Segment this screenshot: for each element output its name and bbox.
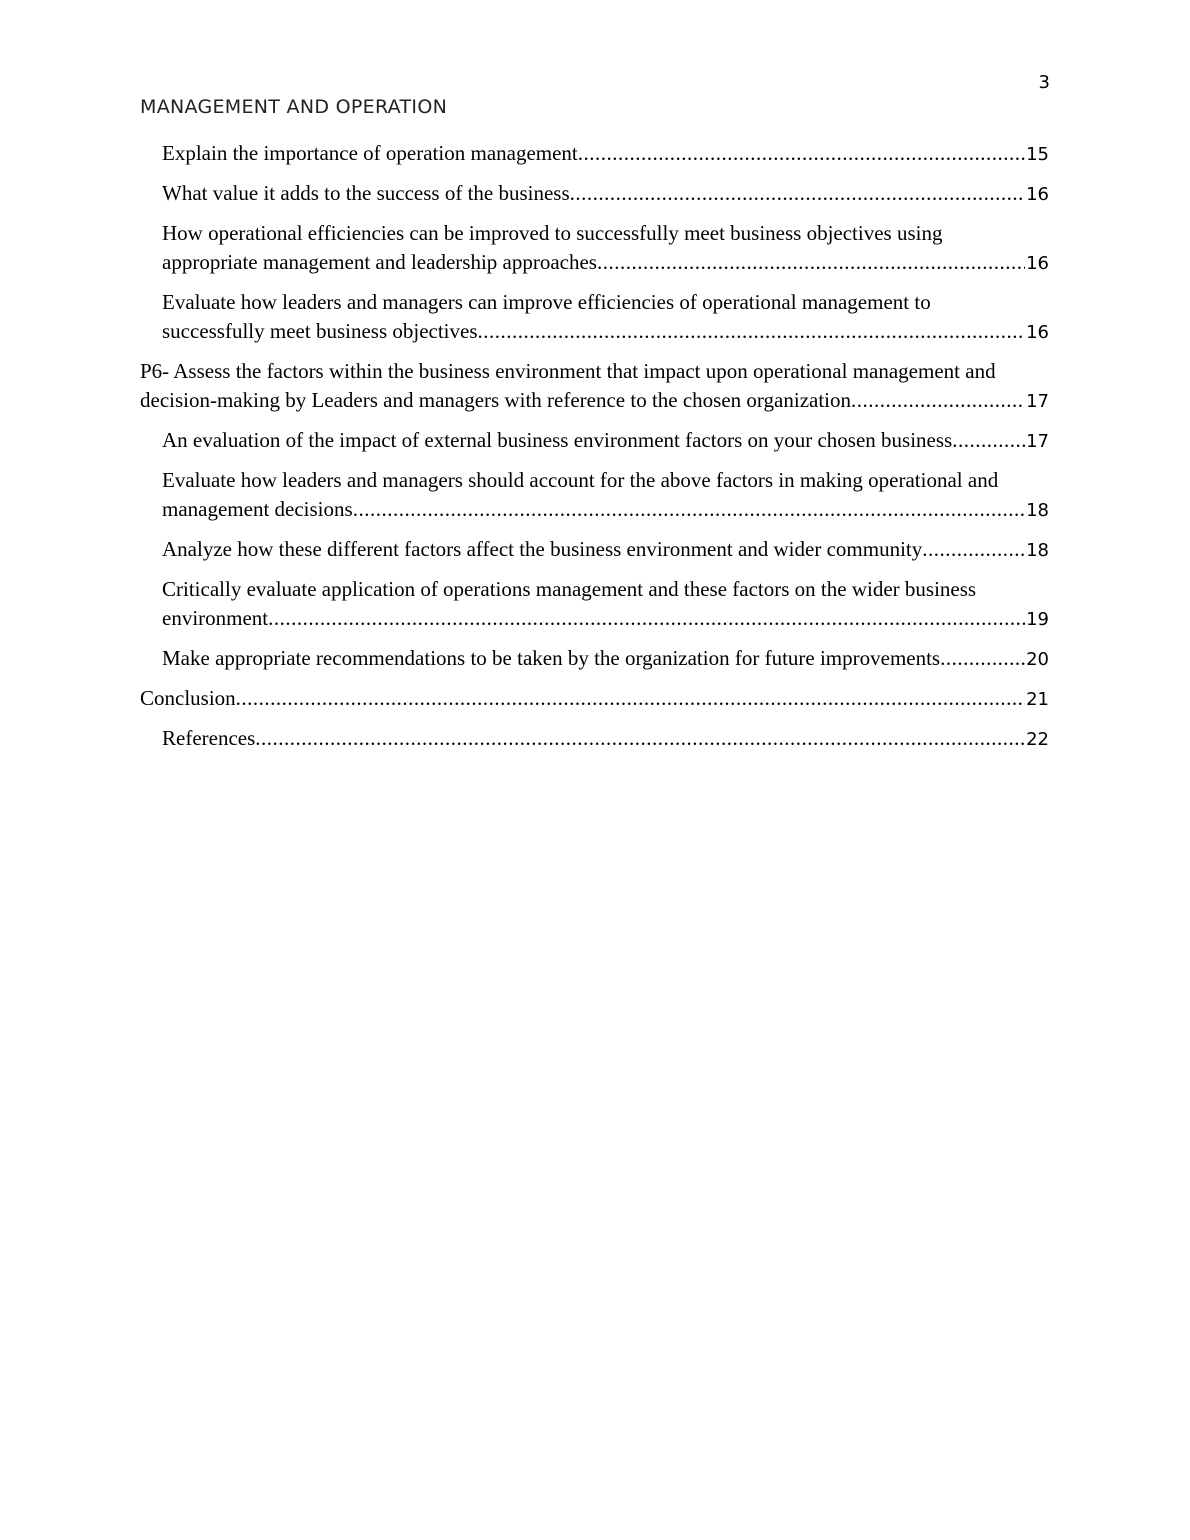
toc-entry-title: Analyze how these different factors affect the business environment and wider community [162, 537, 923, 561]
toc-dot-leader [922, 535, 1025, 564]
toc-entry-title: decision-making by Leaders and managers with reference to the chosen organization [140, 388, 852, 412]
toc-page-number: 16 [1026, 184, 1049, 205]
toc-entry-last-line [140, 386, 1049, 416]
toc-entry[interactable] [140, 466, 1049, 525]
toc-dot-leader [268, 604, 1025, 633]
toc-dot-leader [578, 139, 1025, 168]
toc-page-number: 21 [1026, 689, 1049, 710]
toc-page-number: 16 [1026, 322, 1049, 343]
toc-entry[interactable] [140, 357, 1049, 416]
toc-page-number: 20 [1026, 649, 1049, 670]
toc-entry-last-line [162, 495, 1049, 525]
toc-dot-leader [940, 644, 1025, 673]
toc-dot-leader [952, 426, 1025, 455]
toc-entry-text-line: How operational efficiencies can be improved to successfully meet business objectives using [162, 221, 943, 245]
toc-page-number: 16 [1026, 253, 1049, 274]
toc-dot-leader [851, 386, 1025, 415]
running-head: MANAGEMENT AND OPERATION [140, 96, 448, 118]
toc-entry-last-line [162, 535, 1049, 565]
toc-entry[interactable] [140, 179, 1049, 209]
toc-entry-title: management decisions [162, 497, 353, 521]
toc-dot-leader [478, 317, 1026, 346]
toc-entry-title: What value it adds to the success of the business [162, 181, 570, 205]
toc-dot-leader [570, 179, 1025, 208]
toc-entry-last-line [162, 317, 1049, 347]
toc-entry[interactable] [140, 426, 1049, 456]
toc-dot-leader [353, 495, 1025, 524]
toc-entry-text-line: Evaluate how leaders and managers can improve efficiencies of operational management to [162, 290, 931, 314]
toc-entry-title: appropriate management and leadership approaches [162, 250, 597, 274]
toc-entry-last-line [162, 179, 1049, 209]
toc-entry-title: An evaluation of the impact of external business environment factors on your chosen business [162, 428, 953, 452]
toc-page-number: 18 [1026, 500, 1049, 521]
toc-entry-last-line [162, 426, 1049, 456]
toc-entry[interactable] [140, 288, 1049, 347]
toc-page-number: 19 [1026, 609, 1049, 630]
toc-entry-last-line [162, 604, 1049, 634]
toc-entry-text-line: Evaluate how leaders and managers should account for the above factors in making operational and [162, 468, 999, 492]
toc-entry[interactable] [140, 724, 1049, 754]
toc-entry[interactable] [140, 575, 1049, 634]
toc-entry-title: Explain the importance of operation management [162, 141, 578, 165]
toc-entry-text-line: P6- Assess the factors within the business environment that impact upon operational management and [140, 359, 996, 383]
toc-entry-last-line [162, 724, 1049, 754]
toc-page-number: 17 [1026, 391, 1049, 412]
toc-entry[interactable] [140, 535, 1049, 565]
toc-dot-leader [255, 724, 1025, 753]
toc-entry-last-line [162, 644, 1049, 674]
toc-entry-title: Conclusion [140, 686, 236, 710]
toc-page-number: 18 [1026, 540, 1049, 561]
toc-dot-leader [597, 248, 1025, 277]
toc-dot-leader [236, 684, 1025, 713]
toc-entry-title: References [162, 726, 256, 750]
page-number: 3 [1038, 72, 1050, 93]
toc-entry-last-line [162, 139, 1049, 169]
toc-page-number: 22 [1026, 729, 1049, 750]
toc-entry-title: environment [162, 606, 269, 630]
toc-page-number: 15 [1026, 144, 1049, 165]
toc-entry-title: successfully meet business objectives [162, 319, 478, 343]
toc-entry-text-line: Critically evaluate application of operations management and these factors on the wider business [162, 577, 977, 601]
table-of-contents [140, 139, 1049, 764]
toc-entry[interactable] [140, 684, 1049, 714]
toc-page-number: 17 [1026, 431, 1049, 452]
toc-entry-last-line [140, 684, 1049, 714]
toc-entry-title: Make appropriate recommendations to be taken by the organization for future improvements [162, 646, 941, 670]
toc-entry-last-line [162, 248, 1049, 278]
toc-entry[interactable] [140, 644, 1049, 674]
toc-entry[interactable] [140, 139, 1049, 169]
toc-entry[interactable] [140, 219, 1049, 278]
